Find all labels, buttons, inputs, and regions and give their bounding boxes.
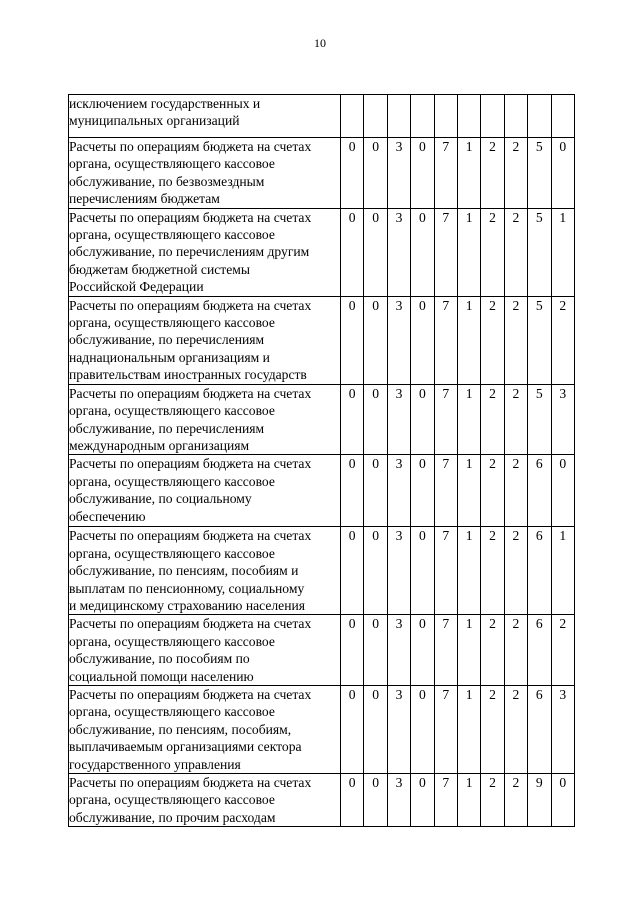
account-description-text: исключением государственных и муниципальных организаций (69, 96, 261, 129)
account-description-text: Расчеты по операциям бюджета на счетах органа, осуществляющего кассовое обслуживание, по социальному обеспечению (69, 456, 312, 524)
code-digit: 1 (457, 384, 480, 455)
code-digit: 3 (551, 685, 574, 773)
code-digit: 1 (457, 774, 480, 827)
code-digit: 0 (364, 527, 387, 615)
code-digit: 0 (341, 208, 364, 296)
code-digit: 0 (411, 527, 434, 615)
account-description (69, 95, 341, 138)
code-digit: 5 (528, 296, 551, 384)
table-row (69, 615, 575, 686)
code-digit: 7 (434, 296, 457, 384)
code-digit: 1 (457, 615, 480, 686)
code-digit: 0 (341, 138, 364, 209)
code-digit: 3 (387, 296, 410, 384)
code-digit: 0 (411, 138, 434, 209)
code-digit: 0 (411, 774, 434, 827)
code-digit: 0 (364, 296, 387, 384)
account-description-text: Расчеты по операциям бюджета на счетах органа, осуществляющего кассовое обслуживание, по перечислениям международным организациям (69, 385, 312, 453)
code-digit: 3 (551, 384, 574, 455)
code-digit: 0 (411, 296, 434, 384)
code-digit: 0 (411, 384, 434, 455)
code-digit: 1 (457, 527, 480, 615)
code-digit: 2 (481, 208, 504, 296)
table-row (69, 455, 575, 527)
table-row (69, 384, 575, 455)
code-digit: 2 (504, 384, 527, 455)
code-digit: 2 (504, 455, 527, 527)
code-digit: 0 (364, 138, 387, 209)
code-digit: 0 (551, 774, 574, 827)
account-description-text: Расчеты по операциям бюджета на счетах органа, осуществляющего кассовое обслуживание, по прочим расходам (69, 775, 312, 825)
account-code-table (68, 94, 575, 827)
code-digit: 2 (551, 296, 574, 384)
code-digit: 2 (481, 455, 504, 527)
code-digit: 0 (341, 527, 364, 615)
code-digit: 3 (387, 527, 410, 615)
code-digit: 0 (341, 455, 364, 527)
code-digit: 2 (504, 685, 527, 773)
code-digit: 3 (387, 615, 410, 686)
account-description-text: Расчеты по операциям бюджета на счетах органа, осуществляющего кассовое обслуживание, по безвозмездным перечислениям бюджетам (69, 139, 312, 207)
code-digit (364, 95, 387, 138)
code-digit (341, 95, 364, 138)
account-description (69, 527, 341, 615)
code-digit: 2 (481, 384, 504, 455)
code-digit: 0 (341, 615, 364, 686)
account-description (69, 615, 341, 686)
code-digit: 5 (528, 208, 551, 296)
account-description (69, 138, 341, 209)
code-digit: 3 (387, 138, 410, 209)
code-digit: 7 (434, 208, 457, 296)
account-description-text: Расчеты по операциям бюджета на счетах органа, осуществляющего кассовое обслуживание, по пособиям по социальной помощи населению (69, 616, 312, 684)
code-digit (551, 95, 574, 138)
code-digit: 0 (341, 296, 364, 384)
code-digit: 3 (387, 208, 410, 296)
table-row (69, 774, 575, 827)
code-digit: 0 (411, 685, 434, 773)
table-row (69, 95, 575, 138)
code-digit (387, 95, 410, 138)
account-description (69, 296, 341, 384)
code-digit: 7 (434, 455, 457, 527)
account-description (69, 685, 341, 773)
code-digit: 1 (457, 296, 480, 384)
code-digit (457, 95, 480, 138)
code-digit: 2 (481, 774, 504, 827)
code-digit: 2 (481, 527, 504, 615)
code-digit: 1 (457, 208, 480, 296)
code-digit: 7 (434, 615, 457, 686)
account-description-text: Расчеты по операциям бюджета на счетах органа, осуществляющего кассовое обслуживание, по пенсиям, пособиям, выплачиваемым организациями сектора государственного управления (69, 686, 312, 772)
code-digit: 6 (528, 455, 551, 527)
code-digit: 1 (551, 527, 574, 615)
code-digit: 2 (504, 138, 527, 209)
code-digit: 5 (528, 138, 551, 209)
code-digit: 7 (434, 685, 457, 773)
code-digit: 2 (481, 138, 504, 209)
code-digit: 6 (528, 615, 551, 686)
code-digit: 0 (364, 208, 387, 296)
code-digit: 1 (457, 138, 480, 209)
code-digit: 1 (551, 208, 574, 296)
code-digit (504, 95, 527, 138)
page-number: 10 (314, 36, 326, 50)
code-digit: 0 (364, 774, 387, 827)
table-row (69, 685, 575, 773)
code-digit (528, 95, 551, 138)
code-digit: 7 (434, 774, 457, 827)
table-row (69, 208, 575, 296)
code-digit: 3 (387, 384, 410, 455)
code-digit: 0 (551, 138, 574, 209)
code-digit: 0 (364, 384, 387, 455)
code-digit: 0 (341, 384, 364, 455)
code-digit: 7 (434, 384, 457, 455)
code-digit: 2 (504, 208, 527, 296)
table-row (69, 527, 575, 615)
code-digit: 0 (411, 615, 434, 686)
code-digit: 2 (504, 296, 527, 384)
code-digit: 2 (504, 527, 527, 615)
code-digit: 3 (387, 455, 410, 527)
code-digit: 1 (457, 685, 480, 773)
code-digit: 5 (528, 384, 551, 455)
account-description-text: Расчеты по операциям бюджета на счетах органа, осуществляющего кассовое обслуживание, по перечислениям другим бюджетам бюджетной системы Российской Федерации (69, 209, 312, 295)
account-description (69, 455, 341, 527)
code-digit: 1 (457, 455, 480, 527)
code-digit (411, 95, 434, 138)
code-digit: 7 (434, 138, 457, 209)
code-digit: 0 (341, 774, 364, 827)
code-digit: 0 (364, 615, 387, 686)
code-digit: 2 (481, 615, 504, 686)
table-row (69, 138, 575, 209)
code-digit: 2 (504, 774, 527, 827)
code-digit: 3 (387, 774, 410, 827)
code-digit: 2 (481, 296, 504, 384)
account-description (69, 384, 341, 455)
code-digit: 0 (411, 455, 434, 527)
code-digit: 0 (364, 685, 387, 773)
code-digit: 2 (481, 685, 504, 773)
code-digit: 2 (551, 615, 574, 686)
code-digit (481, 95, 504, 138)
code-digit (434, 95, 457, 138)
code-digit: 2 (504, 615, 527, 686)
code-digit: 6 (528, 527, 551, 615)
code-digit: 0 (411, 208, 434, 296)
account-description-text: Расчеты по операциям бюджета на счетах органа, осуществляющего кассовое обслуживание, по пенсиям, пособиям и выплатам по пенсионному, социальному и медицинскому страхованию населения (69, 528, 312, 613)
code-digit: 9 (528, 774, 551, 827)
code-digit: 0 (551, 455, 574, 527)
table-row (69, 296, 575, 384)
code-digit: 7 (434, 527, 457, 615)
code-digit: 0 (364, 455, 387, 527)
code-digit: 0 (341, 685, 364, 773)
code-digit: 6 (528, 685, 551, 773)
account-description (69, 774, 341, 827)
account-description (69, 208, 341, 296)
account-description-text: Расчеты по операциям бюджета на счетах органа, осуществляющего кассовое обслуживание, по перечислениям наднациональным организациям и правительствам иностранных государств (69, 297, 312, 383)
code-digit: 3 (387, 685, 410, 773)
